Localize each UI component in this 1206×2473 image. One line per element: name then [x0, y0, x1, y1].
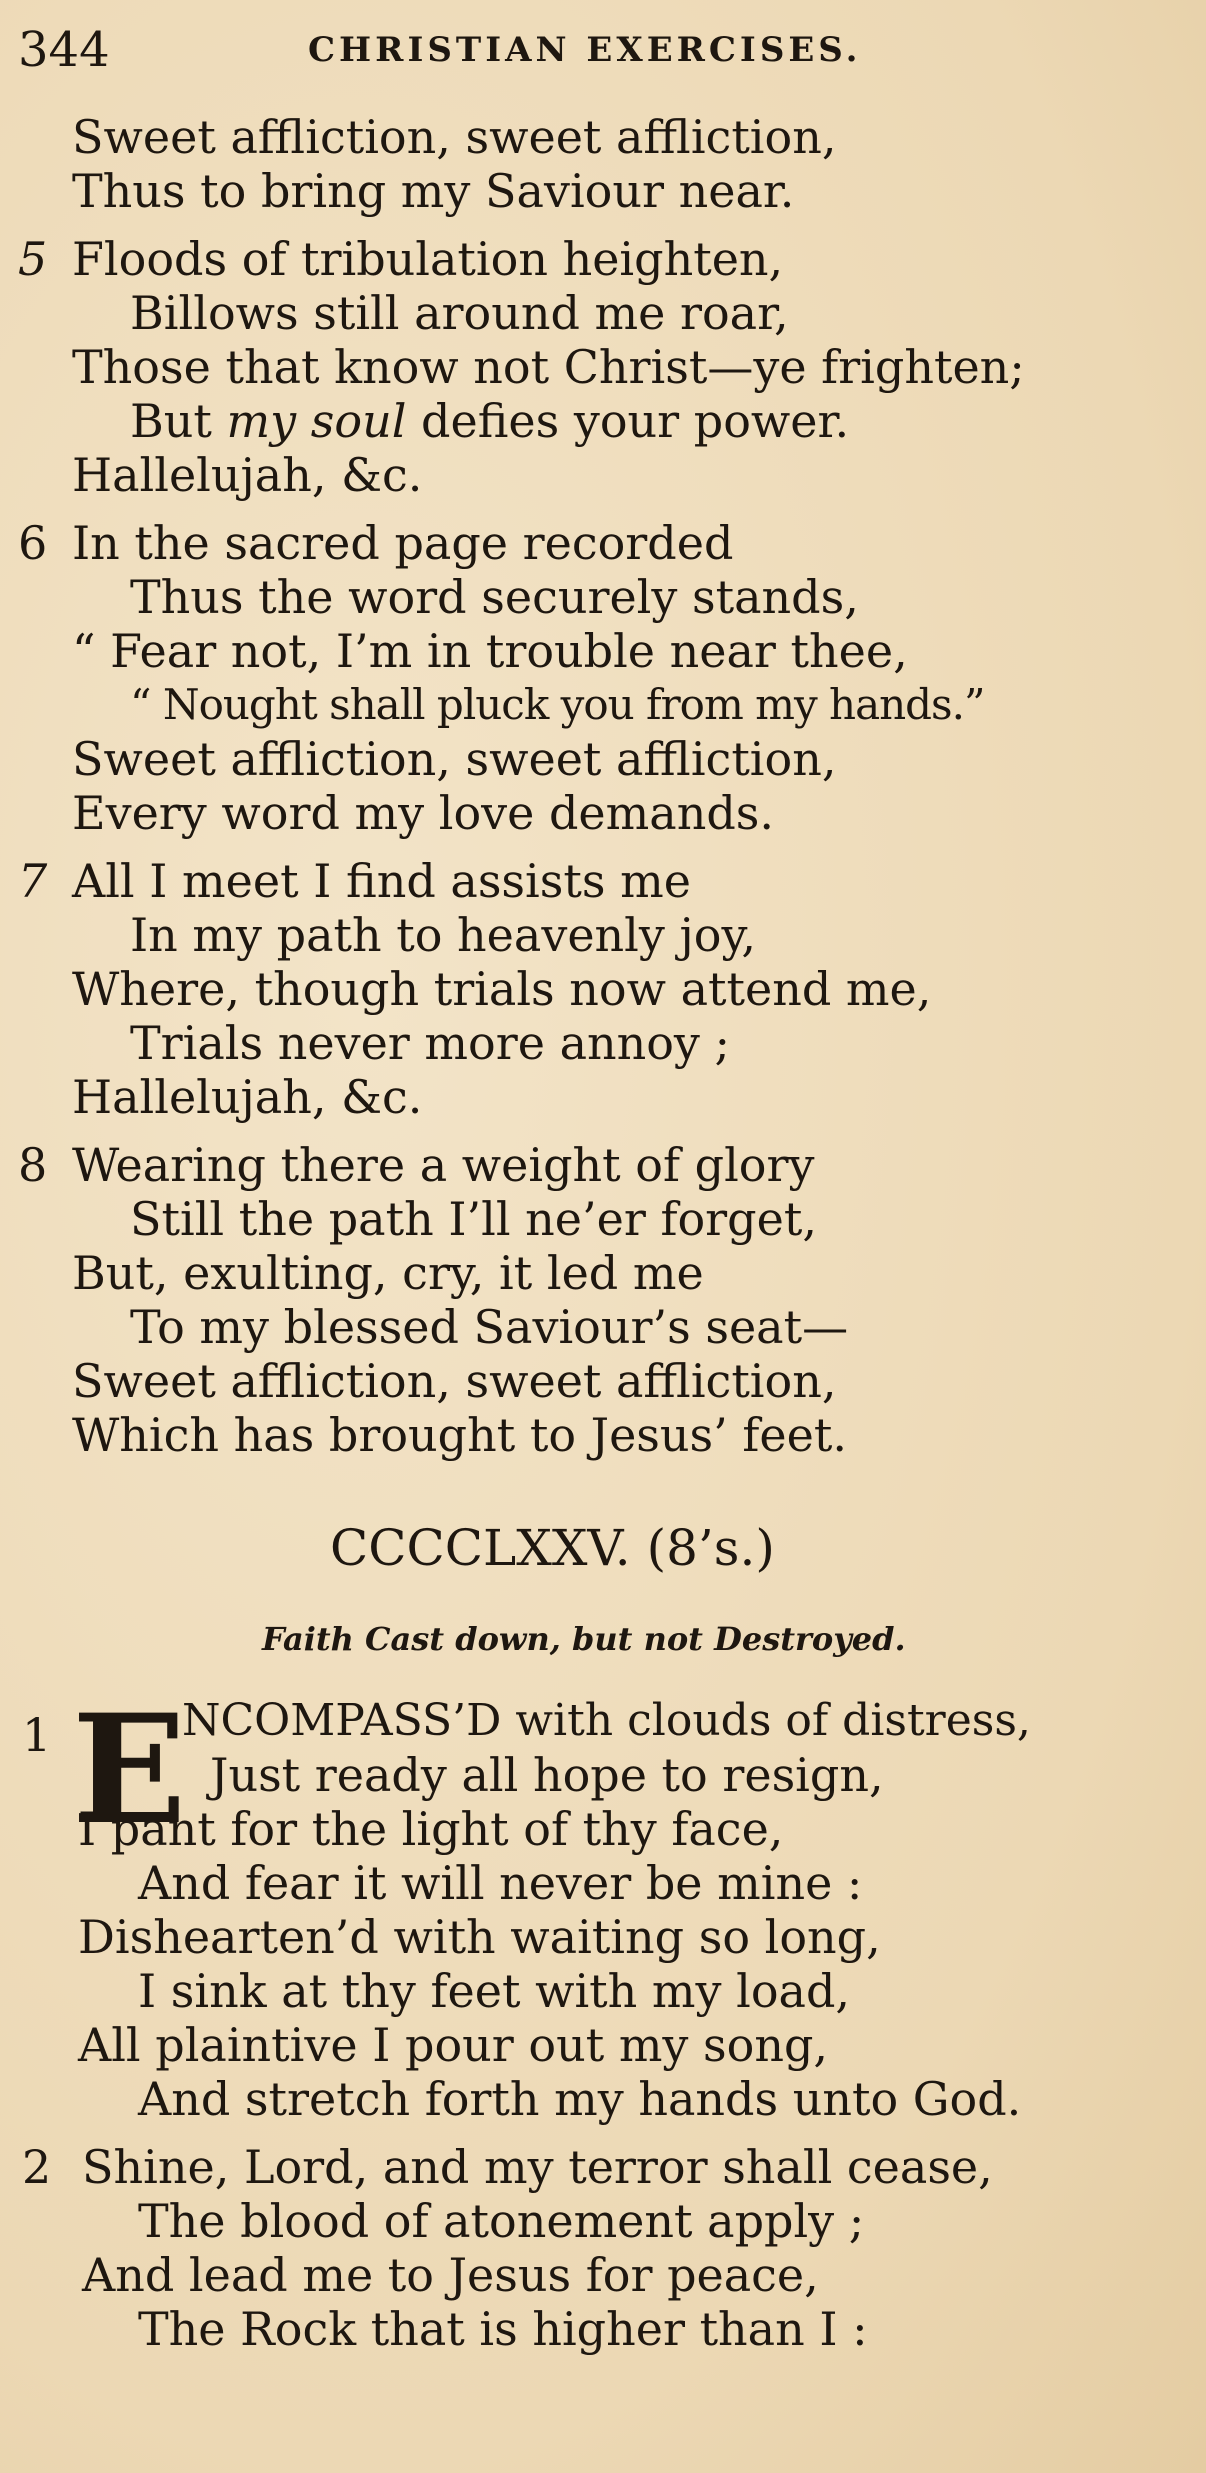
page-header: [18, 20, 1188, 80]
verse-number: 6: [18, 516, 48, 570]
verse-line: And stretch forth my hands unto God.: [138, 2072, 1022, 2126]
verse-line: Still the path I’ll ne’er forget,: [130, 1192, 817, 1246]
verse-line: In my path to heavenly joy,: [130, 908, 756, 962]
verse-line: Sweet affliction, sweet affliction,: [72, 1354, 837, 1408]
verse-line: I pant for the light of thy face,: [78, 1802, 784, 1856]
verse-line: Those that know not Christ—ye frighten;: [72, 340, 1025, 394]
drop-cap: E: [72, 1682, 187, 1858]
hymn-number: CCCCLXXV. (8’s.): [330, 1519, 775, 1577]
verse-number: 8: [18, 1138, 48, 1192]
verse-number: 1: [22, 1708, 52, 1762]
running-head: CHRISTIAN EXERCISES.: [308, 30, 862, 70]
verse-line: Where, though trials now attend me,: [72, 962, 932, 1016]
verse-line: Billows still around me roar,: [130, 286, 789, 340]
verse-line: But my soul defies your power.: [130, 394, 850, 448]
verse-line: Sweet affliction, sweet affliction,: [72, 732, 837, 786]
verse-line: Every word my love demands.: [72, 786, 774, 840]
hymn-title: Faith Cast down, but not Destroyed.: [262, 1620, 906, 1658]
verse-line: Hallelujah, &c.: [72, 1070, 423, 1124]
verse-line: “ Nought shall pluck you from my hands.”: [130, 680, 985, 729]
verse-line: And lead me to Jesus for peace,: [82, 2248, 819, 2302]
verse-line: “ Fear not, I’m in trouble near thee,: [72, 624, 908, 678]
verse-number: 2: [22, 2140, 52, 2194]
verse-line: Which has brought to Jesus’ feet.: [72, 1408, 847, 1462]
verse-line: And fear it will never be mine :: [138, 1856, 863, 1910]
verse-line: In the sacred page recorded: [72, 516, 734, 570]
verse-number: 5: [18, 232, 48, 286]
verse-line: I sink at thy feet with my load,: [138, 1964, 851, 2018]
verse-line: Trials never more annoy ;: [130, 1016, 731, 1070]
verse-line: Just ready all hope to resign,: [210, 1748, 884, 1802]
verse-line: Floods of tribulation heighten,: [72, 232, 784, 286]
verse-line: Shine, Lord, and my terror shall cease,: [82, 2140, 993, 2194]
page-number: 344: [18, 22, 110, 78]
verse-line: Dishearten’d with waiting so long,: [78, 1910, 881, 1964]
verse-line: The Rock that is higher than I :: [138, 2302, 868, 2356]
verse-line: Thus the word securely stands,: [130, 570, 859, 624]
verse-line: The blood of atonement apply ;: [138, 2194, 865, 2248]
verse-line: Hallelujah, &c.: [72, 448, 423, 502]
verse-line: To my blessed Saviour’s seat—: [130, 1300, 849, 1354]
verse-line: Sweet affliction, sweet affliction,: [72, 110, 837, 164]
verse-line: All I meet I find assists me: [72, 854, 691, 908]
verse-line: All plaintive I pour out my song,: [78, 2018, 829, 2072]
verse-line: NCOMPASS’D with clouds of distress,: [182, 1695, 1031, 1746]
verse-line: But, exulting, cry, it led me: [72, 1246, 704, 1300]
verse-number: 7: [18, 854, 48, 908]
verse-line: Thus to bring my Saviour near.: [72, 164, 795, 218]
verse-line: Wearing there a weight of glory: [72, 1138, 815, 1192]
